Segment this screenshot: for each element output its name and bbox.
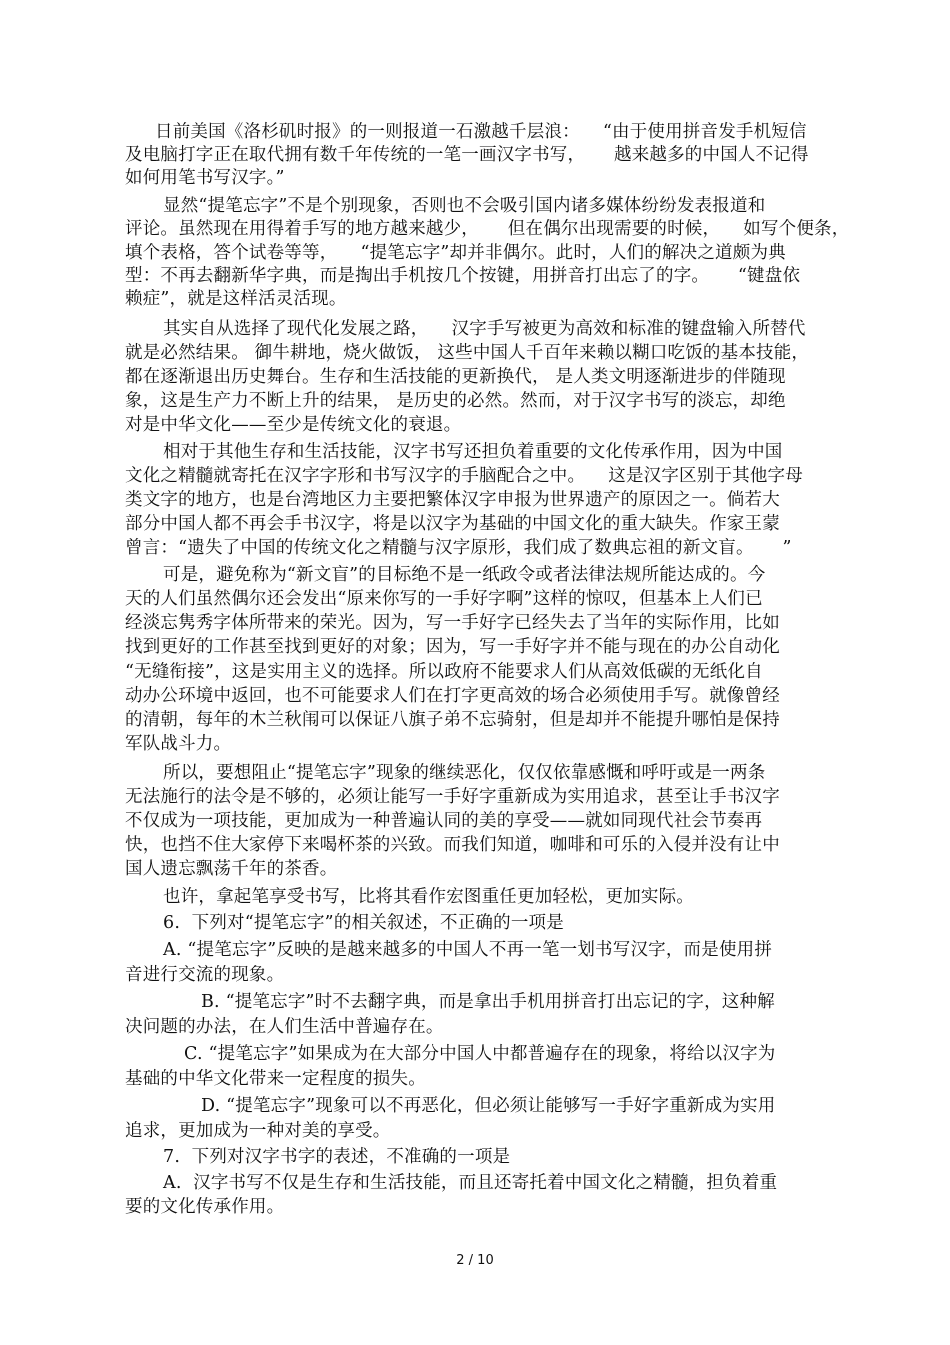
text-line: 象，这是生产力不断上升的结果， 是历史的必然。然而，对于汉字书写的淡忘，却绝 <box>125 391 786 411</box>
text-line: 显然“提笔忘字”不是个别现象，否则也不会吸引国内诸多媒体纷纷发表报道和 <box>163 196 766 216</box>
text-line: 国人遗忘飘荡千年的茶香。 <box>125 859 338 879</box>
text-line: 军队战斗力。 <box>125 734 232 754</box>
option-a: A. “提笔忘字”反映的是越来越多的中国人不再一笔一划书写汉字，而是使用拼 <box>163 940 773 960</box>
text-line: 其实自从选择了现代化发展之路， 汉字手写被更为高效和标准的键盘输入所替代 <box>163 319 806 339</box>
text-line: 天的人们虽然偶尔还会发出“原来你写的一手好字啊”这样的惊叹，但基本上人们已 <box>125 589 763 609</box>
text-line: 部分中国人都不再会手书汉字，将是以汉字为基础的中国文化的重大缺失。作家王蒙 <box>125 514 780 534</box>
text-line: 快，也挡不住大家停下来喝杯茶的兴致。而我们知道，咖啡和可乐的入侵并没有让中 <box>125 835 780 855</box>
question-7: 7. 下列对汉字书字的表述，不准确的一项是 <box>163 1147 511 1167</box>
text-line: 评论。虽然现在用得着手写的地方越来越少， 但在偶尔出现需要的时候， 如写个便条， <box>125 219 850 239</box>
text-line: 也许，拿起笔享受书写，比将其看作宏图重任更加轻松，更加实际。 <box>163 887 694 907</box>
text-line: 决问题的办法，在人们生活中普遍存在。 <box>125 1017 444 1037</box>
text-line: 都在逐渐退出历史舞台。生存和生活技能的更新换代， 是人类文明逐渐进步的伴随现 <box>125 367 786 387</box>
text-line: 赖症”，就是这样活灵活现。 <box>125 289 347 309</box>
text-line: 及电脑打字正在取代拥有数千年传统的一笔一画汉字书写， 越来越多的中国人不记得 <box>125 145 809 165</box>
text-line: 可是，避免称为“新文盲”的目标绝不是一纸政令或者法律法规所能达成的。今 <box>163 565 766 585</box>
option-c: C. “提笔忘字”如果成为在大部分中国人中都普遍存在的现象，将给以汉字为 <box>184 1044 776 1064</box>
text-line: 日前美国《洛杉矶时报》的一则报道一石激越千层浪： “由于使用拼音发手机短信 <box>155 122 807 142</box>
text-line: 所以，要想阻止“提笔忘字”现象的继续恶化，仅仅依靠感慨和呼吁或是一两条 <box>163 763 766 783</box>
text-line: 基础的中华文化带来一定程度的损失。 <box>125 1069 426 1089</box>
text-line: 对是中华文化——至少是传统文化的衰退。 <box>125 415 462 435</box>
text-line: 音进行交流的现象。 <box>125 965 285 985</box>
text-line: 的清朝，每年的木兰秋闱可以保证八旗子弟不忘骑射，但是却并不能提升哪怕是保持 <box>125 710 780 730</box>
text-line: 就是必然结果。 御牛耕地，烧火做饭， 这些中国人千百年来赖以糊口吃饭的基本技能， <box>125 343 810 363</box>
text-line: 型：不再去翻新华字典，而是掏出手机按几个按键，用拼音打出忘了的字。 “键盘依 <box>125 266 801 286</box>
page-number: 2 / 10 <box>456 1253 494 1268</box>
text-line: “无缝衔接”，这是实用主义的选择。所以政府不能要求人们从高效低碳的无纸化自 <box>125 662 763 682</box>
option-b: B. “提笔忘字”时不去翻字典，而是拿出手机用拼音打出忘记的字，这种解 <box>201 992 775 1012</box>
text-line: 动办公环境中返回，也不可能要求人们在打字更高效的场合必须使用手写。就像曾经 <box>125 686 780 706</box>
text-line: 文化之精髓就寄托在汉字字形和书写汉字的手脑配合之中。 这是汉字区别于其他字母 <box>125 466 803 486</box>
text-line: 填个表格，答个试卷等等， “提笔忘字”却并非偶尔。此时，人们的解决之道颇为典 <box>125 243 786 263</box>
text-line: 相对于其他生存和生活技能，汉字书写还担负着重要的文化传承作用，因为中国 <box>163 442 783 462</box>
text-line: 经淡忘隽秀字体所带来的荣光。因为，写一手好字已经失去了当年的实际作用，比如 <box>125 613 780 633</box>
option-d: D. “提笔忘字”现象可以不再恶化，但必须让能够写一手好字重新成为实用 <box>201 1096 776 1116</box>
text-line: 类文字的地方，也是台湾地区力主要把繁体汉字申报为世界遗产的原因之一。倘若大 <box>125 490 780 510</box>
text-line: 如何用笔书写汉字。” <box>125 168 285 188</box>
text-line: 曾言：“遗失了中国的传统文化之精髓与汉字原形，我们成了数典忘祖的新文盲。 ” <box>125 538 792 558</box>
text-line: 要的文化传承作用。 <box>125 1197 285 1217</box>
text-line: 无法施行的法令是不够的，必须让能写一手好字重新成为实用追求，甚至让手书汉字 <box>125 787 780 807</box>
text-line: 追求，更加成为一种对美的享受。 <box>125 1121 391 1141</box>
text-line: 不仅成为一项技能，更加成为一种普遍认同的美的享受——就如同现代社会节奏再 <box>125 811 763 831</box>
option-a: A. 汉字书写不仅是生存和生活技能，而且还寄托着中国文化之精髓，担负着重 <box>163 1173 778 1193</box>
question-6: 6. 下列对“提笔忘字”的相关叙述，不正确的一项是 <box>163 913 564 933</box>
text-line: 找到更好的工作甚至找到更好的对象；因为，写一手好字并不能与现在的办公自动化 <box>125 637 780 657</box>
